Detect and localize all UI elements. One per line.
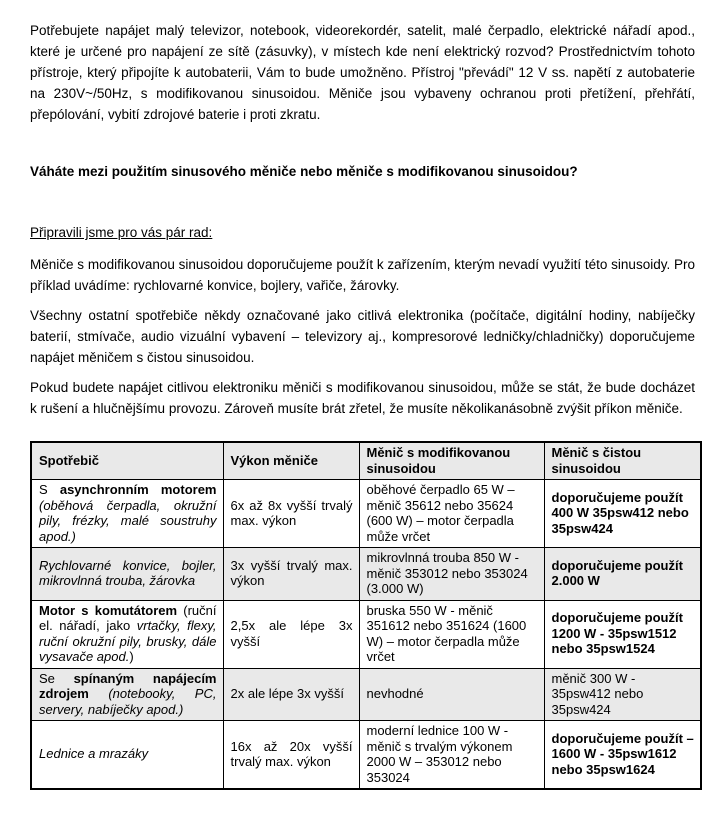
- menic-cista-cell: doporučujeme použít 1200 W - 35psw1512 nebo 35psw1524: [544, 600, 701, 668]
- vykon-menice-cell: 3x vyšší trvalý max. výkon: [223, 548, 359, 601]
- menic-cista-cell: měnič 300 W - 35psw412 nebo 35psw424: [544, 668, 701, 721]
- column-header-spotrebic: Spotřebič: [31, 442, 223, 480]
- menic-modifikovana-cell: moderní lednice 100 W - měnič s trvalým výkonem 2000 W – 353012 nebo 353024: [359, 721, 544, 790]
- table-row: [31, 668, 701, 721]
- column-header-menic-cista: Měnič s čistou sinusoidou: [544, 442, 701, 480]
- vykon-menice-cell: 2x ale lépe 3x vyšší: [223, 668, 359, 721]
- table-row: [31, 600, 701, 668]
- column-header-vykon-menice: Výkon měniče: [223, 442, 359, 480]
- table-row: [31, 721, 701, 790]
- spotrebic-cell: S asynchronním motorem (oběhová čerpadla, okružní pily, frézky, malé soustruhy apod.): [31, 480, 223, 548]
- appliance-inverter-table: [30, 441, 702, 790]
- paragraph-sensitive-electronics: Všechny ostatní spotřebiče někdy označované jako citlivá elektronika (počítače, digitální hodiny, nabíječky baterií, stmívače, audio vizuální vybavení – televizory aj., kompresorové ledničky/chladničky) doporučujeme napájet měničem s čistou sinusoidou.: [30, 308, 695, 365]
- menic-cista-cell: doporučujeme použít 2.000 W: [544, 548, 701, 601]
- table-row: [31, 548, 701, 601]
- spotrebic-cell: Lednice a mrazáky: [31, 721, 223, 790]
- table-header-row: [31, 442, 701, 480]
- spotrebic-cell: Rychlovarné konvice, bojler, mikrovlnná trouba, žárovka: [31, 548, 223, 601]
- paragraph-warning: Pokud budete napájet citlivou elektroniku měniči s modifikovanou sinusoidou, může se stát, že bude docházet k rušení a hlučnějšímu provozu. Zároveň musíte brát zřetel, že musíte několikanásobně zvýšit příkon měniče.: [30, 380, 695, 416]
- vykon-menice-cell: 16x až 20x vyšší trvalý max. výkon: [223, 721, 359, 790]
- spotrebic-cell: Motor s komutátorem (ruční el. nářadí, jako vrtačky, flexy, ruční okružní pily, brusky, dále vysavače apod.): [31, 600, 223, 668]
- intro-paragraph: Potřebujete napájet malý televizor, notebook, videorekordér, satelit, malé čerpadlo, elektrické nářadí apod., které je určené pro napájení ze sítě (zásuvky), v místech kde není elektrický rozvod? Prostřednictvím tohoto přístroje, který připojíte k autobaterii, Vám to bude umožněno. Přístroj "převádí" 12 V ss. napětí z autobaterie na 230V~/50Hz, s modifikovanou sinusoidou. Měniče jsou vybaveny ochranou proti přetížení, přehřátí, přepólování, vybití zdrojové baterie i proti zkratu.: [30, 23, 695, 122]
- table-row: [31, 480, 701, 548]
- tips-heading: Připravili jsme pro vás pár rad:: [30, 225, 213, 240]
- column-header-menic-modifikovana: Měnič s modifikovanou sinusoidou: [359, 442, 544, 480]
- vykon-menice-cell: 6x až 8x vyšší trvalý max. výkon: [223, 480, 359, 548]
- menic-modifikovana-cell: nevhodné: [359, 668, 544, 721]
- paragraph-modified-sine: Měniče s modifikovanou sinusoidou doporučujeme použít k zařízením, kterým nevadí využití této sinusoidy. Pro příklad uvádíme: rychlovarné konvice, bojlery, vařiče, žárovky.: [30, 257, 695, 293]
- menic-modifikovana-cell: oběhové čerpadlo 65 W – měnič 35612 nebo 35624 (600 W) – motor čerpadla může vrčet: [359, 480, 544, 548]
- question-heading: Váháte mezi použitím sinusového měniče nebo měniče s modifikovanou sinusoidou?: [30, 164, 578, 179]
- vykon-menice-cell: 2,5x ale lépe 3x vyšší: [223, 600, 359, 668]
- menic-cista-cell: doporučujeme použít – 1600 W - 35psw1612 nebo 35psw1624: [544, 721, 701, 790]
- menic-cista-cell: doporučujeme použít 400 W 35psw412 nebo 35psw424: [544, 480, 701, 548]
- menic-modifikovana-cell: bruska 550 W - měnič 351612 nebo 351624 (1600 W) – motor čerpadla může vrčet: [359, 600, 544, 668]
- spotrebic-cell: Se spínaným napájecím zdrojem (notebooky, PC, servery, nabíječky apod.): [31, 668, 223, 721]
- menic-modifikovana-cell: mikrovlnná trouba 850 W - měnič 353012 nebo 353024 (3.000 W): [359, 548, 544, 601]
